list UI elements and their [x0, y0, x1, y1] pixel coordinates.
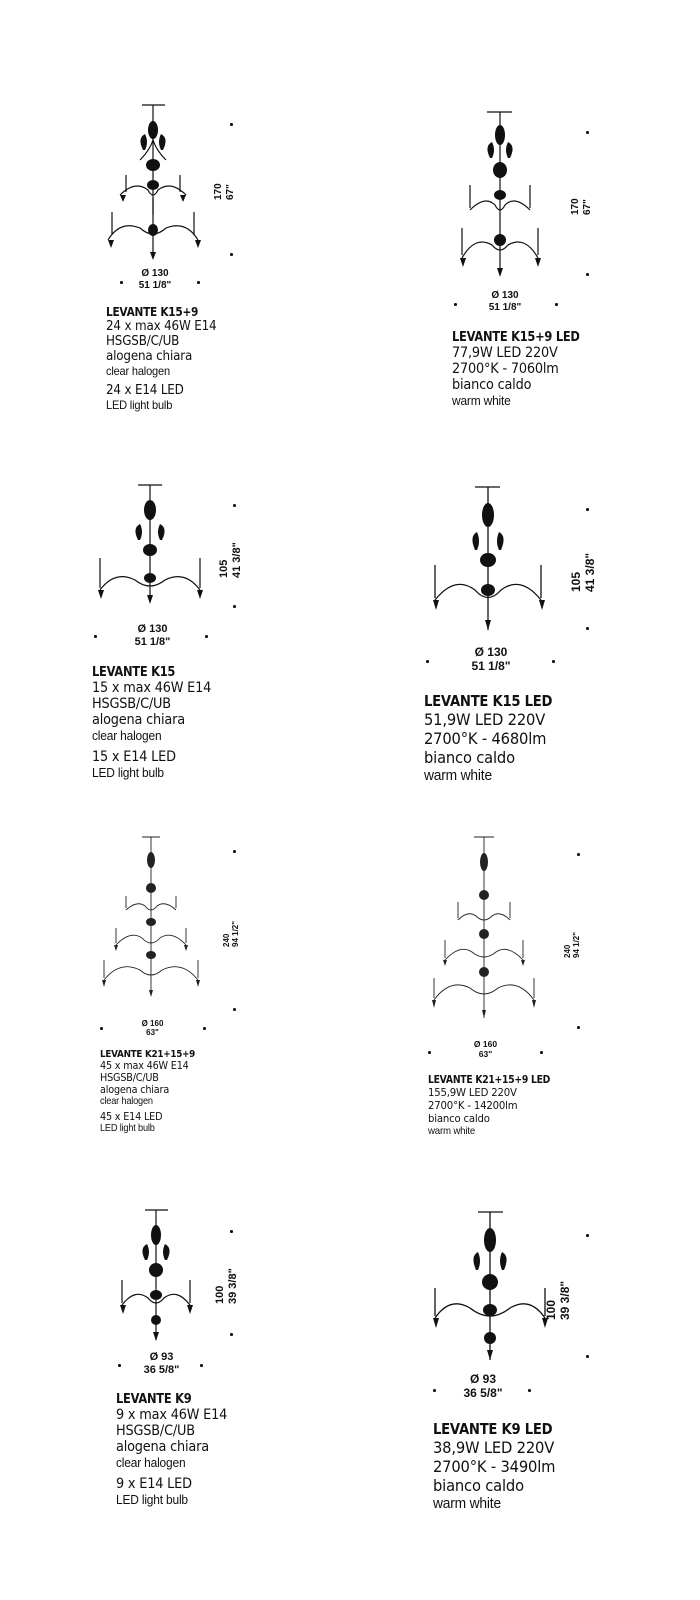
spec-line-en: clear halogen [100, 1096, 153, 1107]
height-cm: 105 [218, 559, 230, 578]
chandelier-drawing [350, 830, 700, 1030]
product-levante-k15-9 [0, 0, 350, 440]
height-in: 39 3/8" [226, 1268, 239, 1304]
dimension-dot [118, 1364, 121, 1367]
dimension-dot [586, 1234, 589, 1237]
dimension-dot [426, 660, 429, 663]
diameter-cm: Ø 93 [469, 1372, 496, 1386]
height-cm: 105 [569, 571, 583, 592]
height-dimension [570, 553, 598, 592]
diameter-dimension [450, 646, 532, 674]
chandelier-drawing [350, 470, 700, 640]
spec-line-en: warm white [428, 1125, 476, 1137]
led-line: 9 x E14 LED [116, 1476, 192, 1492]
height-in: 67" [581, 199, 593, 215]
product-levante-k21-15-9-led [350, 830, 700, 1160]
product-title: LEVANTE K21+15+9 [100, 1049, 196, 1060]
diameter-in: 51 1/8" [138, 279, 172, 291]
led-line: 45 x E14 LED [100, 1111, 163, 1123]
height-cm: 170 [213, 183, 224, 200]
product-levante-k9 [0, 1200, 350, 1550]
diameter-cm: Ø 130 [474, 645, 508, 659]
product-info [424, 692, 570, 784]
dimension-dot [433, 1389, 436, 1392]
diameter-cm: Ø 160 [141, 1019, 164, 1028]
dimension-dot [555, 303, 558, 306]
product-title: LEVANTE K15+9 [106, 305, 199, 319]
diameter-cm: Ø 130 [491, 290, 519, 301]
dimension-dot [233, 504, 236, 507]
spec-line: 2700°K - 14200lm [428, 1099, 518, 1112]
dimension-dot [197, 281, 200, 284]
spec-line: 77,9W LED 220V [452, 345, 558, 361]
dimension-dot [230, 1230, 233, 1233]
product-levante-k15-led [350, 470, 700, 810]
product-levante-k15 [0, 470, 350, 810]
diameter-in: 51 1/8" [134, 635, 171, 648]
spec-line: 2700°K - 4680lm [424, 729, 547, 748]
height-cm: 100 [544, 1299, 558, 1320]
height-dimension [545, 1281, 573, 1320]
product-info [92, 665, 222, 780]
diameter-in: 63" [478, 1048, 493, 1059]
chandelier-drawing [350, 0, 700, 300]
spec-line-en: clear halogen [116, 1455, 186, 1470]
spec-line: HSGSB/C/UB [100, 1072, 159, 1084]
diameter-dimension [120, 268, 190, 291]
led-line: 24 x E14 LED [106, 383, 184, 398]
chandelier-drawing [350, 1200, 700, 1380]
product-title: LEVANTE K15 LED [424, 692, 553, 710]
product-info [116, 1392, 237, 1507]
height-dimension [213, 183, 236, 200]
diameter-dimension [115, 623, 190, 648]
chandelier-drawing [0, 470, 350, 620]
height-in: 41 3/8" [582, 552, 597, 592]
dimension-dot [233, 850, 236, 853]
led-line: 15 x E14 LED [92, 749, 176, 765]
spec-line: 38,9W LED 220V [433, 1438, 555, 1457]
diameter-cm: Ø 130 [137, 623, 168, 635]
diameter-in: 36 5/8" [463, 1385, 503, 1400]
diameter-in: 51 1/8" [471, 658, 511, 673]
spec-line: alogena chiara [100, 1084, 170, 1096]
dimension-dot [540, 1051, 543, 1054]
spec-line-en: clear halogen [106, 364, 170, 378]
spec-line: alogena chiara [116, 1439, 209, 1455]
spec-line: HSGSB/C/UB [106, 334, 180, 349]
led-line-en: LED light bulb [92, 765, 164, 780]
dimension-dot [428, 1051, 431, 1054]
spec-line: 24 x max 46W E14 [106, 319, 217, 334]
spec-line: HSGSB/C/UB [92, 696, 171, 712]
product-info [452, 330, 597, 408]
chandelier-drawing [0, 0, 350, 300]
dimension-dot [100, 1027, 103, 1030]
spec-line-en: warm white [452, 393, 511, 408]
dimension-dot [586, 131, 589, 134]
dimension-dot [205, 635, 208, 638]
dimension-dot [94, 635, 97, 638]
height-in: 41 3/8" [230, 542, 243, 578]
diameter-dimension [124, 1351, 199, 1376]
spec-line: 2700°K - 7060lm [452, 361, 559, 377]
product-title: LEVANTE K9 [116, 1392, 192, 1407]
chandelier-drawing [0, 830, 350, 1010]
diameter-dimension [442, 1373, 524, 1401]
dimension-dot [586, 1355, 589, 1358]
dimension-dot [577, 1026, 580, 1029]
dimension-dot [203, 1027, 206, 1030]
diameter-dimension [470, 290, 540, 313]
led-line-en: LED light bulb [106, 398, 173, 412]
dimension-dot [528, 1389, 531, 1392]
height-dimension [214, 1268, 239, 1304]
dimension-dot [230, 253, 233, 256]
product-levante-k15-9-led [350, 0, 700, 440]
spec-line-en: clear halogen [92, 728, 162, 743]
height-dimension [222, 921, 240, 947]
spec-line: 155,9W LED 220V [428, 1086, 517, 1099]
diameter-cm: Ø 93 [149, 1351, 174, 1363]
product-levante-k21-15-9 [0, 830, 350, 1160]
spec-line: 45 x max 46W E14 [100, 1060, 189, 1072]
dimension-dot [577, 853, 580, 856]
dimension-dot [586, 273, 589, 276]
chandelier-drawing [0, 1200, 350, 1360]
product-info [433, 1420, 569, 1512]
diameter-in: 63" [146, 1028, 159, 1038]
height-in: 94 1/2" [231, 920, 241, 947]
product-title: LEVANTE K21+15+9 LED [428, 1074, 551, 1086]
spec-line: 2700°K - 3490lm [433, 1457, 556, 1476]
product-levante-k9-led [350, 1200, 700, 1550]
dimension-dot [586, 627, 589, 630]
spec-line: bianco caldo [433, 1476, 524, 1495]
dimension-dot [230, 123, 233, 126]
height-cm: 240 [222, 933, 231, 947]
product-info [106, 305, 226, 412]
spec-line-en: warm white [424, 767, 492, 784]
dimension-dot [230, 1333, 233, 1336]
height-in: 94 1/2" [572, 931, 582, 958]
product-title: LEVANTE K15+9 LED [452, 330, 580, 345]
spec-line: bianco caldo [428, 1112, 490, 1125]
spec-line: 51,9W LED 220V [424, 710, 546, 729]
height-cm: 240 [563, 944, 572, 958]
dimension-dot [200, 1364, 203, 1367]
spec-line: 15 x max 46W E14 [92, 680, 212, 696]
spec-line: bianco caldo [452, 377, 532, 393]
product-title: LEVANTE K15 [92, 665, 176, 680]
spec-line: alogena chiara [106, 349, 193, 364]
height-cm: 100 [214, 1285, 226, 1304]
height-in: 67" [224, 184, 236, 200]
product-title: LEVANTE K9 LED [433, 1420, 553, 1438]
dimension-dot [233, 1008, 236, 1011]
dimension-dot [586, 508, 589, 511]
height-in: 39 3/8" [557, 1280, 572, 1320]
diameter-cm: Ø 160 [473, 1039, 498, 1049]
height-cm: 170 [570, 198, 581, 215]
led-line-en: LED light bulb [116, 1492, 188, 1507]
led-line-en: LED light bulb [100, 1123, 155, 1134]
height-dimension [563, 932, 581, 958]
diameter-cm: Ø 130 [141, 268, 169, 279]
spec-line: alogena chiara [92, 712, 185, 728]
spec-line-en: warm white [433, 1495, 501, 1512]
dimension-dot [454, 303, 457, 306]
diameter-in: 51 1/8" [488, 301, 522, 313]
diameter-in: 36 5/8" [143, 1363, 180, 1376]
diameter-dimension [125, 1019, 180, 1037]
product-info [100, 1049, 208, 1134]
spec-line: bianco caldo [424, 748, 515, 767]
spec-line: HSGSB/C/UB [116, 1423, 195, 1439]
dimension-dot [552, 660, 555, 663]
height-dimension [218, 542, 243, 578]
dimension-dot [233, 605, 236, 608]
diameter-dimension [458, 1040, 513, 1060]
product-info [428, 1074, 567, 1137]
spec-line: 9 x max 46W E14 [116, 1407, 228, 1423]
height-dimension [570, 198, 593, 215]
